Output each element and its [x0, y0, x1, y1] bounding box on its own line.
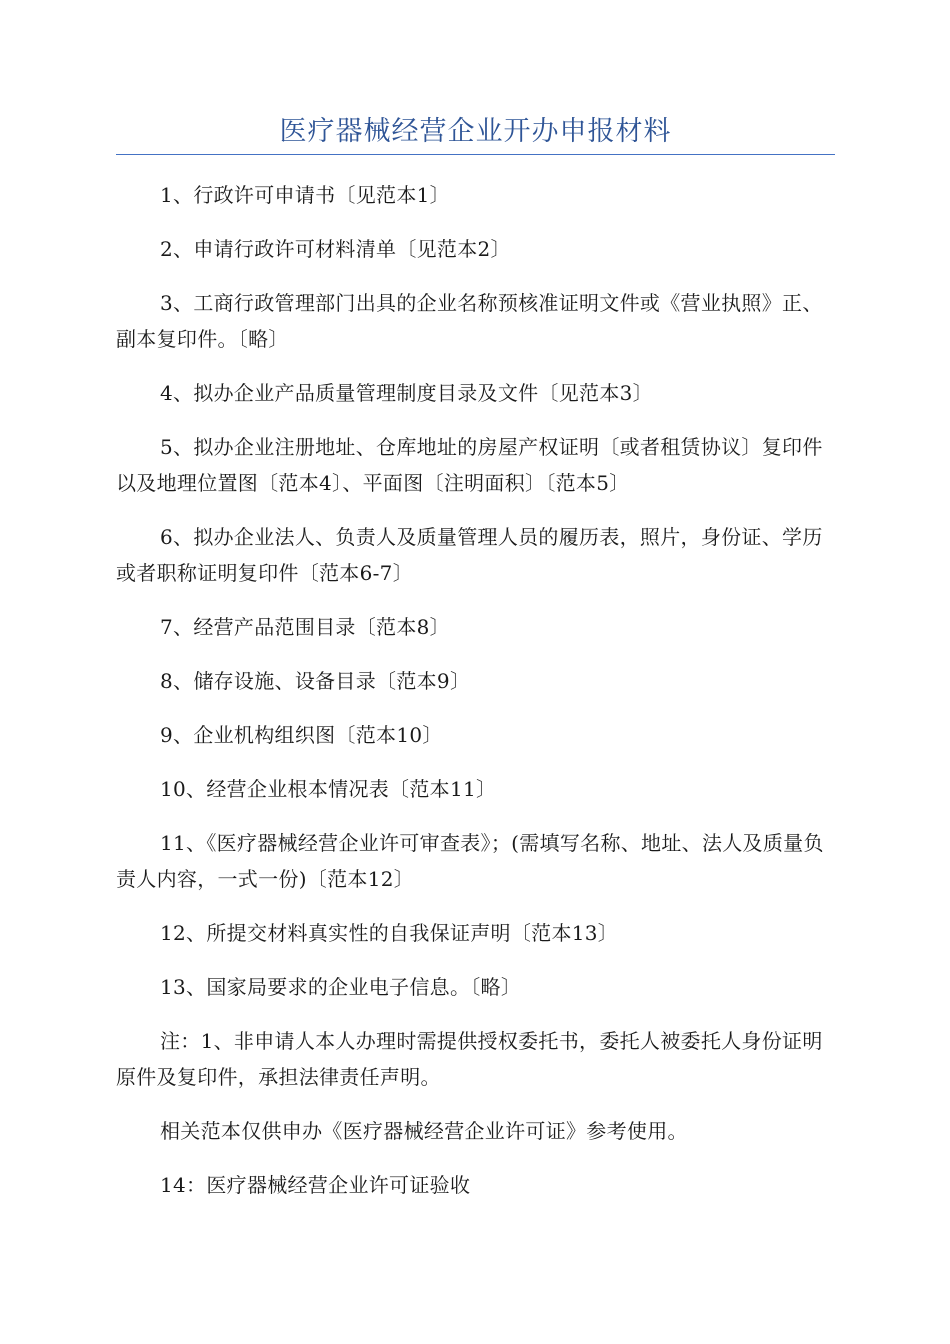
list-item-13: 13、国家局要求的企业电子信息。〔略〕: [160, 975, 522, 999]
reference-note: 相关范本仅供申办《医疗器械经营企业许可证》参考使用。: [160, 1119, 688, 1143]
list-item-14: 14：医疗器械经营企业许可证验收: [160, 1173, 471, 1197]
list-item-10: 10、经营企业根本情况表〔范本11〕: [160, 777, 497, 801]
list-item-5: 5、拟办企业注册地址、仓库地址的房屋产权证明〔或者租赁协议〕复印件以及地理位置图〔范本4〕、平面图〔注明面积〕〔范本5〕: [116, 435, 823, 495]
list-item-4: 4、拟办企业产品质量管理制度目录及文件〔见范本3〕: [160, 381, 653, 405]
list-item-9: 9、企业机构组织图〔范本10〕: [160, 723, 443, 747]
list-item-12: 12、所提交材料真实性的自我保证声明〔范本13〕: [160, 921, 619, 945]
list-item-2: 2、申请行政许可材料清单〔见范本2〕: [160, 237, 511, 261]
list-item-7: 7、经营产品范围目录〔范本8〕: [160, 615, 450, 639]
title-underline: [116, 154, 835, 155]
note-paragraph: 注：1、非申请人本人办理时需提供授权委托书，委托人被委托人身份证明原件及复印件，承担法律责任声明。: [116, 1029, 823, 1089]
list-item-6: 6、拟办企业法人、负责人及质量管理人员的履历表，照片，身份证、学历或者职称证明复印件〔范本6-7〕: [116, 525, 823, 585]
list-item-1: 1、行政许可申请书〔见范本1〕: [160, 183, 450, 207]
list-item-11: 11、《医疗器械经营企业许可审查表》；(需填写名称、地址、法人及质量负责人内容，一式一份)〔范本12〕: [116, 831, 824, 891]
document-body: [116, 177, 832, 1221]
list-item-8: 8、储存设施、设备目录〔范本9〕: [160, 669, 471, 693]
page-title: 医疗器械经营企业开办申报材料: [279, 116, 672, 147]
list-item-3: 3、工商行政管理部门出具的企业名称预核准证明文件或《营业执照》正、副本复印件。〔略〕: [116, 291, 823, 351]
